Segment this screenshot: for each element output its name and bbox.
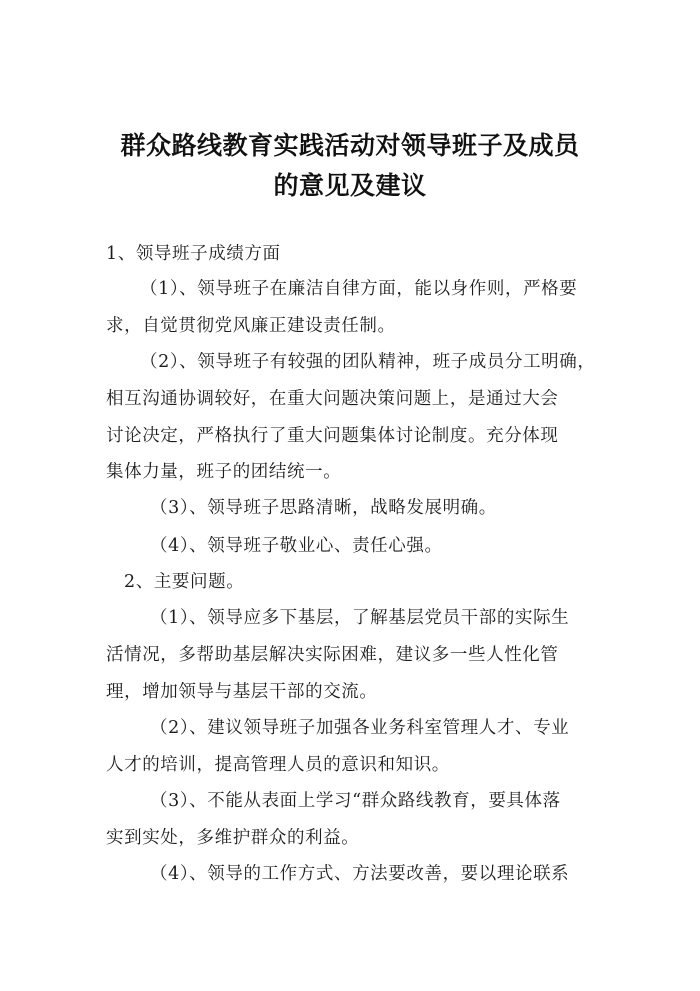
paragraph-line: 理，增加领导与基层干部的交流。 (106, 682, 378, 702)
paragraph-line: （1）、领导应多下基层，了解基层党员干部的实际生 (150, 608, 570, 628)
document-title-line-1: 群众路线教育实践活动对领导班子及成员 (120, 131, 580, 160)
paragraph-line: 求，自觉贯彻党风廉正建设责任制。 (106, 316, 396, 336)
paragraph-line: 相互沟通协调较好，在重大问题决策问题上，是通过大会 (106, 389, 559, 409)
paragraph-line: （3）、不能从表面上学习“群众路线教育，要具体落 (150, 791, 561, 811)
paragraph-line: 实到实处，多维护群众的利益。 (106, 828, 360, 848)
paragraph-line: （2）、领导班子有较强的团队精神，班子成员分工明确， (140, 352, 596, 372)
paragraph-line: （1）、领导班子在廉洁自律方面，能以身作则，严格要 (140, 279, 578, 299)
paragraph-line: 人才的培训，提高管理人员的意识和知识。 (106, 755, 450, 775)
section-heading-achievements: 1、领导班子成绩方面 (106, 244, 281, 264)
paragraph-line: （2）、建议领导班子加强各业务科室管理人才、专业 (150, 718, 570, 738)
paragraph-line: （4）、领导班子敬业心、责任心强。 (150, 536, 443, 556)
paragraph-line: （3）、领导班子思路清晰，战略发展明确。 (150, 498, 497, 518)
document-title-line-2: 的意见及建议 (273, 171, 427, 200)
paragraph-line: （4）、领导的工作方式、方法要改善，要以理论联系 (150, 864, 570, 884)
paragraph-line: 讨论决定，严格执行了重大问题集体讨论制度。充分体现 (106, 426, 559, 446)
paragraph-line: 集体力量，班子的团结统一。 (106, 462, 342, 482)
paragraph-line: 活情况，多帮助基层解决实际困难，建议多一些人性化管 (106, 645, 559, 665)
section-heading-problems: 2、主要问题。 (124, 572, 245, 592)
